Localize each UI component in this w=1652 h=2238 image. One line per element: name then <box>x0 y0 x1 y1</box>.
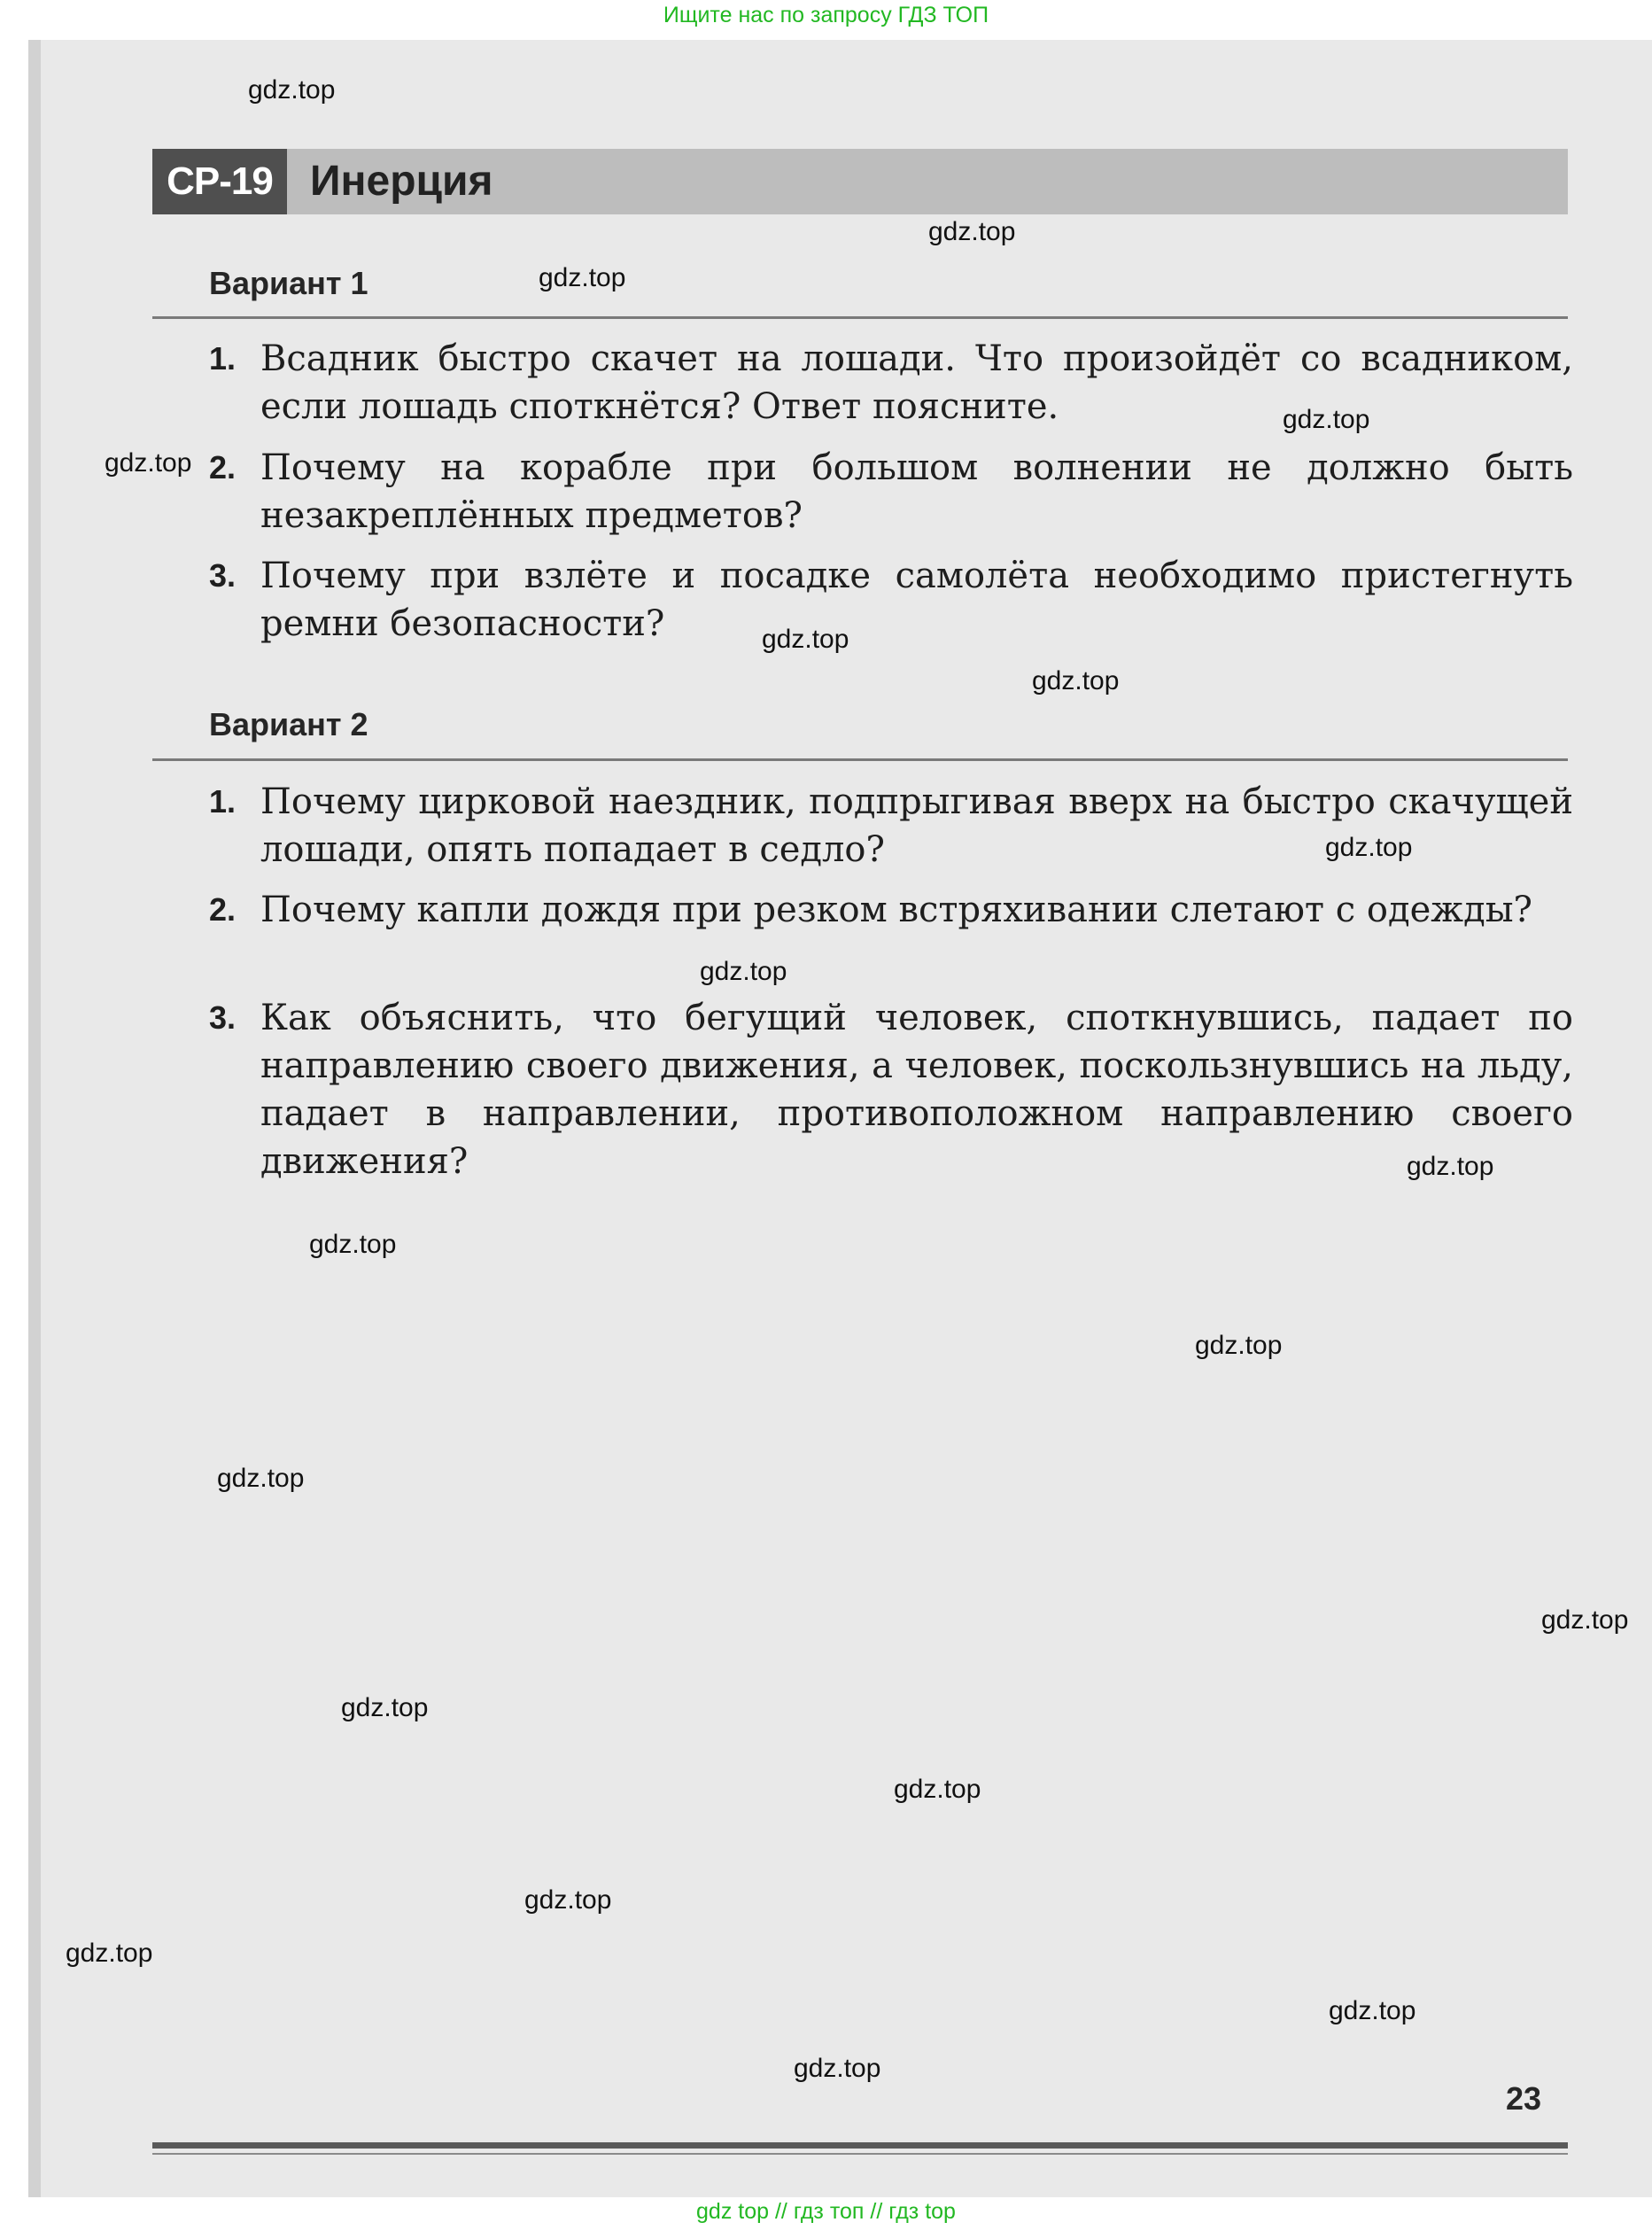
watermark: gdz.top <box>1541 1605 1629 1635</box>
page-title: Инерция <box>310 158 493 205</box>
watermark: gdz.top <box>1325 833 1413 862</box>
title-bar <box>152 149 1568 214</box>
watermark: gdz.top <box>1407 1152 1494 1181</box>
watermark: gdz.top <box>341 1693 429 1722</box>
watermark: gdz.top <box>1032 666 1120 695</box>
watermark: gdz.top <box>217 1464 305 1493</box>
watermark: gdz.top <box>794 2054 881 2083</box>
watermark: gdz.top <box>539 263 626 292</box>
watermark: gdz.top <box>1329 1996 1416 2025</box>
variant-2-divider <box>152 758 1568 761</box>
watermark: gdz.top <box>700 957 787 986</box>
watermark: gdz.top <box>524 1885 612 1915</box>
question-number: 1. <box>209 340 237 377</box>
page-edge-shadow <box>28 40 41 2197</box>
question-number: 3. <box>209 557 237 594</box>
question-text: Всадник быстро скачет на лошади. Что произойдёт со всадником, если лошадь споткнётся? Ответ поясните. <box>260 338 1573 427</box>
question-text: Почему капли дождя при резком встряхивании слетают с одежды? <box>260 890 1532 930</box>
variant-1-divider <box>152 316 1568 319</box>
bottom-banner[interactable]: gdz top // гдз топ // гдз top <box>696 2199 956 2224</box>
watermark: gdz.top <box>894 1775 981 1804</box>
work-number-badge: СР-19 <box>152 149 287 214</box>
question-text: Почему на корабле при большом волнении не должно быть незакреплённых предметов? <box>260 447 1573 536</box>
question-text: Почему при взлёте и посадке самолёта необходимо пристегнуть ремни безопасности? <box>260 556 1573 644</box>
variant-1-question-3 <box>209 552 1573 648</box>
watermark: gdz.top <box>309 1230 397 1259</box>
question-number: 2. <box>209 449 237 486</box>
page-number: 23 <box>1506 2080 1542 2117</box>
variant-1-question-2 <box>209 444 1573 540</box>
watermark: gdz.top <box>105 448 192 478</box>
question-number: 3. <box>209 999 237 1036</box>
watermark: gdz.top <box>928 217 1016 246</box>
variant-1-heading: Вариант 1 <box>209 265 368 301</box>
question-number: 2. <box>209 891 237 928</box>
footer-rule <box>152 2142 1568 2149</box>
variant-2-heading: Вариант 2 <box>209 706 368 742</box>
watermark: gdz.top <box>1283 405 1370 434</box>
variant-2-question-3 <box>209 994 1573 1185</box>
variant-2-question-2 <box>209 886 1573 934</box>
watermark: gdz.top <box>66 1939 153 1968</box>
question-number: 1. <box>209 783 237 820</box>
top-banner[interactable]: Ищите нас по запросу ГДЗ ТОП <box>663 3 989 27</box>
watermark: gdz.top <box>248 75 336 105</box>
watermark: gdz.top <box>762 625 849 654</box>
footer-rule-thin <box>152 2153 1568 2155</box>
watermark: gdz.top <box>1195 1331 1283 1360</box>
question-text: Почему цирковой наездник, подпрыгивая вверх на быстро скачущей лошади, опять попадает в седло? <box>260 781 1573 870</box>
question-text: Как объяснить, что бегущий человек, споткнувшись, падает по направлению своего движения, а человек, поскользнувшись на льду, падает в направлении, противоположном направлению своего движения? <box>260 998 1573 1182</box>
